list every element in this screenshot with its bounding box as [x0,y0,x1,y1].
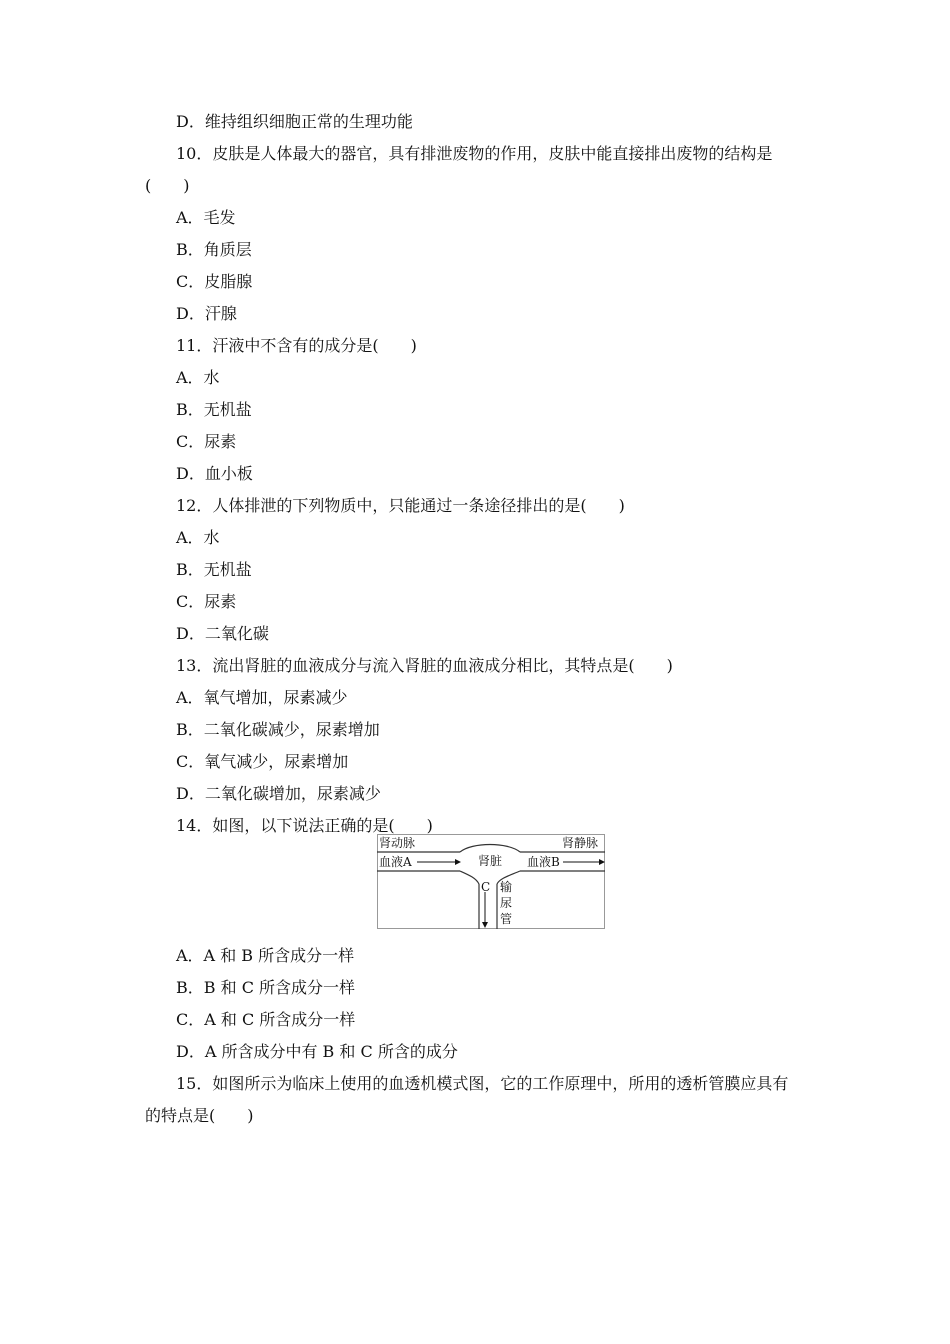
q13-option-a: A．氧气增加，尿素减少 [176,688,348,707]
q12-option-d: D．二氧化碳 [176,624,269,643]
label-renal-vein: 肾静脉 [562,836,599,850]
q12-option-c: C．尿素 [176,592,237,611]
q11-stem: 11．汗液中不含有的成分是( ) [176,336,417,355]
q14-stem: 14．如图，以下说法正确的是( ) [176,816,433,835]
label-c: C [481,880,491,894]
q10-option-a: A．毛发 [176,208,236,227]
q10-stem: 10．皮肤是人体最大的器官，具有排泄废物的作用，皮肤中能直接排出废物的结构是 [176,144,773,163]
label-ureter-1: 输 [500,880,513,894]
label-ureter-3: 管 [500,912,513,926]
q15-stem: 15．如图所示为临床上使用的血透机模式图，它的工作原理中，所用的透析管膜应具有 [176,1074,789,1093]
label-blood-b: 血液B [527,855,560,869]
q14-option-d: D．A 所含成分中有 B 和 C 所含的成分 [176,1042,458,1061]
q12-stem: 12．人体排泄的下列物质中，只能通过一条途径排出的是( ) [176,496,625,515]
q10-option-c: C．皮脂腺 [176,272,253,291]
q11-option-d: D．血小板 [176,464,253,483]
q11-option-c: C．尿素 [176,432,237,451]
q9-option-d: D．维持组织细胞正常的生理功能 [176,112,413,131]
q13-option-b: B．二氧化碳减少，尿素增加 [176,720,380,739]
q14-option-c: C．A 和 C 所含成分一样 [176,1010,356,1029]
q12-option-a: A．水 [176,528,220,547]
q14-option-a: A．A 和 B 所含成分一样 [176,946,355,965]
q11-option-b: B．无机盐 [176,400,252,419]
kidney-diagram [377,834,605,929]
label-blood-a: 血液A [379,855,412,869]
label-kidney: 肾脏 [478,854,503,868]
q13-option-d: D．二氧化碳增加，尿素减少 [176,784,381,803]
q10-option-d: D．汗腺 [176,304,237,323]
q15-stem-wrap: 的特点是( ) [145,1106,254,1125]
q11-option-a: A．水 [176,368,220,387]
q14-option-b: B．B 和 C 所含成分一样 [176,978,356,997]
q10-option-b: B．角质层 [176,240,252,259]
label-renal-artery: 肾动脉 [379,836,416,850]
q10-stem-wrap: ( ) [145,176,190,195]
label-ureter-2: 尿 [500,896,513,910]
q13-stem: 13．流出肾脏的血液成分与流入肾脏的血液成分相比，其特点是( ) [176,656,673,675]
q13-option-c: C．氧气减少，尿素增加 [176,752,349,771]
q12-option-b: B．无机盐 [176,560,252,579]
